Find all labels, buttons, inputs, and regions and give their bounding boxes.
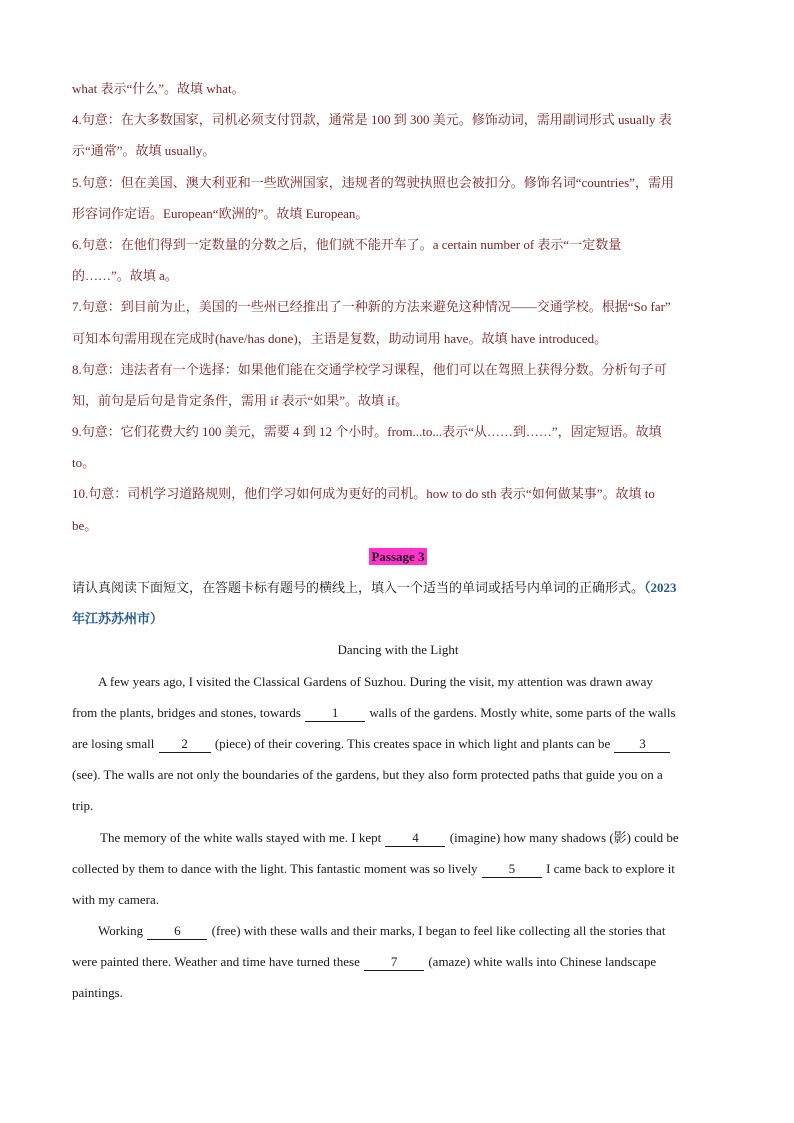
- answer-line: 8.句意：违法者有一个选择：如果他们能在交通学校学习课程，他们可以在驾照上获得分数。分析句子可: [72, 361, 667, 377]
- blank-2: 2: [159, 736, 211, 753]
- blank-7: 7: [364, 954, 424, 971]
- answer-line: 可知本句需用现在完成时(have/has done)，主语是复数，助动词用 have。故填 have introduced。: [72, 330, 608, 346]
- passage-title: Dancing with the Light: [337, 642, 459, 658]
- answer-line: 5.句意：但在美国、澳大利亚和一些欧洲国家，违规者的驾驶执照也会被扣分。修饰名词“countries”，需用: [72, 174, 674, 190]
- paragraph-text: (free) with these walls and their marks, I began to feel like collecting all the stories that: [208, 923, 666, 939]
- answer-line: 的……”。故填 a。: [72, 268, 178, 284]
- answer-line: 示“通常”。故填 usually。: [72, 143, 216, 159]
- paragraph-text: (piece) of their covering. This creates space in which light and plants can be: [211, 735, 614, 751]
- paragraph-line: (see). The walls are not only the boundaries of the gardens, but they also form protected paths that guide you on a: [72, 767, 663, 783]
- paragraph-text: from the plants, bridges and stones, towards: [72, 704, 305, 720]
- source-year: （2023: [644, 580, 677, 595]
- blank-4: 4: [385, 830, 445, 847]
- paragraph-text: (amaze) white walls into Chinese landscape: [425, 954, 657, 970]
- document-page: [72, 76, 724, 1012]
- passage-instruction: [72, 575, 724, 606]
- paragraph-line: [72, 731, 724, 762]
- paragraph-text: were painted there. Weather and time have turned these: [72, 954, 364, 970]
- answer-line: what 表示“什么”。故填 what。: [72, 81, 245, 96]
- passage-source-line: [72, 606, 724, 637]
- blank-1: 1: [305, 705, 365, 722]
- paragraph-text: are losing small: [72, 735, 158, 751]
- paragraph-text: collected by them to dance with the light. This fantastic moment was so lively: [72, 860, 481, 876]
- paragraph-text: walls of the gardens. Mostly white, some parts of the walls: [366, 704, 676, 720]
- paragraph-line: [72, 856, 724, 887]
- passage-heading: [72, 544, 724, 575]
- paragraph-text: Working: [98, 923, 147, 939]
- blank-6: 6: [147, 923, 207, 940]
- paragraph-text: (imagine) how many shadows (影) could be: [446, 829, 679, 845]
- paragraph-line: trip.: [72, 798, 94, 814]
- paragraph-line: [72, 700, 724, 731]
- answer-line: 4.句意：在大多数国家，司机必须支付罚款，通常是 100 到 300 美元。修饰动词，需用副词形式 usually 表: [72, 112, 672, 128]
- answer-line: 6.句意：在他们得到一定数量的分数之后，他们就不能开车了。a certain number of 表示“一定数量: [72, 236, 622, 252]
- answer-line: 7.句意：到目前为止，美国的一些州已经推出了一种新的方法来避免这种情况——交通学校。根据“So far”: [72, 299, 671, 315]
- source-text: 年江苏苏州市）: [72, 611, 164, 627]
- paragraph-line: paintings.: [72, 985, 123, 1001]
- blank-5: 5: [482, 861, 542, 878]
- instruction-text: 请认真阅读下面短文，在答题卡标有题号的横线上，填入一个适当的单词或括号内单词的正确形式。: [72, 580, 645, 595]
- answer-line: 10.句意：司机学习道路规则，他们学习如何成为更好的司机。how to do sth 表示“如何做某事”。故填 to: [72, 486, 655, 502]
- paragraph-line: [72, 918, 724, 949]
- paragraph-line: A few years ago, I visited the Classical Gardens of Suzhou. During the visit, my attention was drawn away: [98, 673, 653, 689]
- passage-tag: Passage 3: [371, 548, 425, 564]
- paragraph-line: with my camera.: [72, 891, 159, 907]
- paragraph-text: I came back to explore it: [542, 860, 675, 876]
- paragraph-line: [72, 949, 724, 980]
- answer-line: 知，前句是后句是肯定条件，需用 if 表示“如果”。故填 if。: [72, 392, 409, 408]
- paragraph-line: [72, 825, 724, 856]
- answer-line: be。: [72, 517, 98, 533]
- blank-3: 3: [614, 736, 670, 753]
- answer-line: to。: [72, 455, 96, 471]
- answer-line: 9.句意：它们花费大约 100 美元，需要 4 到 12 个小时。from...to...表示“从……到……”，固定短语。故填: [72, 424, 662, 440]
- paragraph-text: The memory of the white walls stayed with me. I kept: [100, 829, 385, 845]
- answer-line: 形容词作定语。European“欧洲的”。故填 European。: [72, 205, 369, 221]
